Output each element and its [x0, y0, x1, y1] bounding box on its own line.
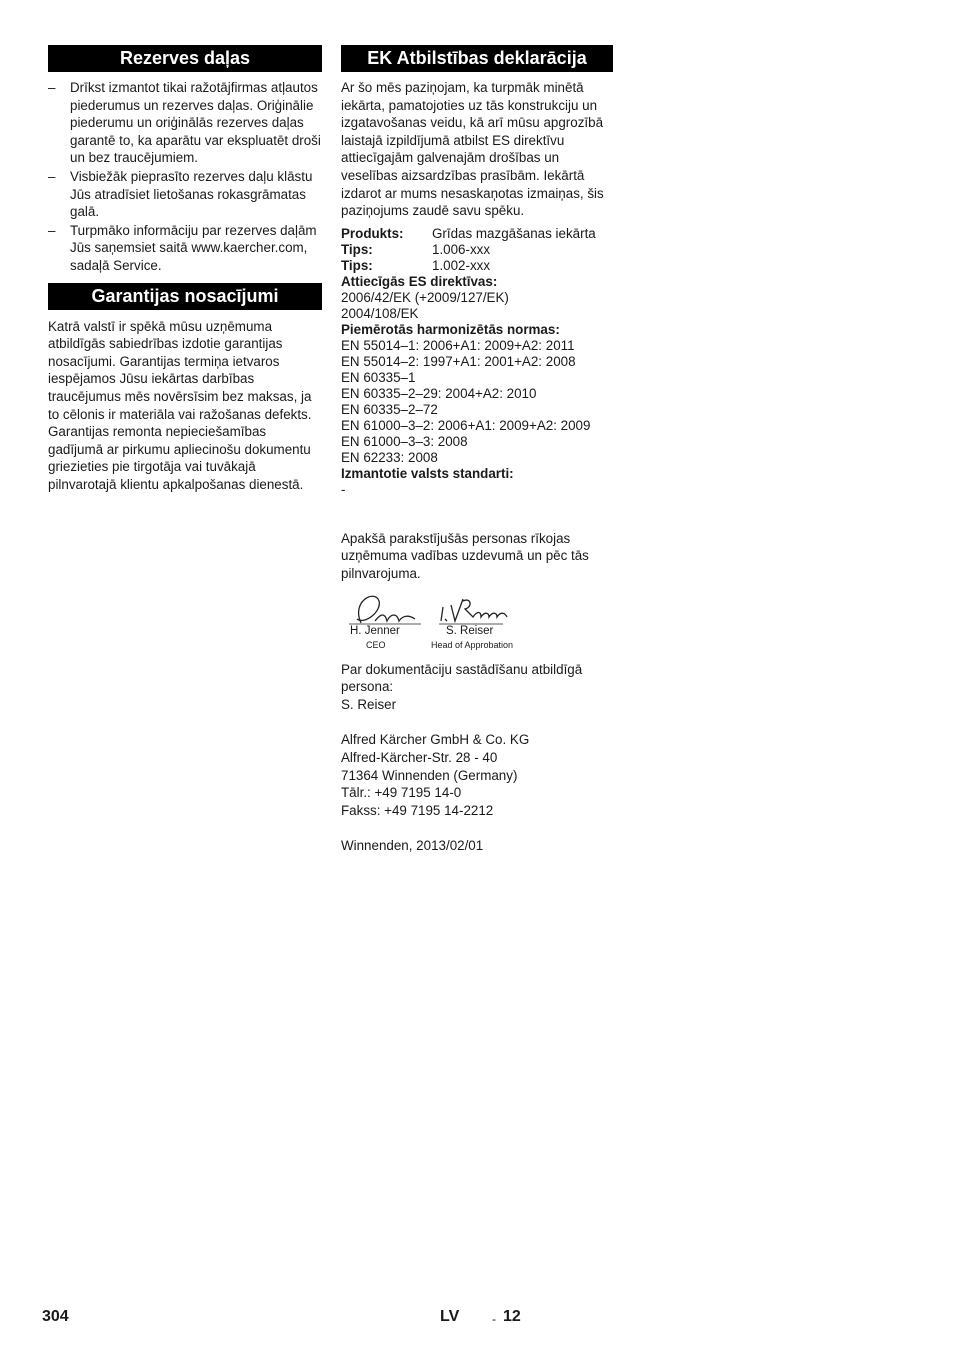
declaration-specs: [341, 226, 613, 498]
norm-item: EN 62233: 2008: [341, 449, 438, 465]
signatories-text: Apakšā parakstījušās personas rīkojas uzņēmuma vadības uzdevumā un pēc tās pilnvarojuma.: [341, 530, 589, 581]
doc-responsible-name: S. Reiser: [341, 696, 397, 712]
company-line: Alfred Kärcher GmbH & Co. KG: [341, 732, 530, 748]
list-item: – Turpmāko informāciju par rezerves daļām Jūs saņemsiet saitā www.kaercher.com, sadaļā Service.: [48, 222, 317, 273]
page-number: 304: [42, 1308, 69, 1325]
norm-item: EN 61000–3–3: 2008: [341, 433, 468, 449]
spare-parts-heading: Rezerves daļas: [48, 45, 322, 72]
declaration-intro: Ar šo mēs paziņojam, ka turpmāk minētā iekārta, pamatojoties uz tās konstrukciju un izgatavošanas veidu, kā arī mūsu apgrozībā laistajā izpildījumā atbilst ES direktīvu attiecīgajām galvenajām drošības un veselības aizsardzības prasībām. Iekārtā izdarot ar mums nesaskaņotas izmaiņas, šis paziņojums zaudē savu spēku.: [341, 80, 604, 219]
section-page-number: 12: [503, 1308, 521, 1325]
norm-item: EN 60335–2–72: [341, 401, 438, 417]
national-standards-value: -: [341, 481, 346, 497]
directives-label: Attiecīgās ES direktīvas:: [341, 273, 498, 289]
signature-jenner: [345, 591, 425, 650]
norm-item: EN 60335–2–29: 2004+A2: 2010: [341, 385, 537, 401]
signatures: [341, 591, 613, 661]
type-row-1: Tips: 1.006-xxx: [341, 241, 491, 257]
language-code: LV: [440, 1308, 460, 1325]
product-row: Produkts: Grīdas mazgāšanas iekārta: [341, 225, 596, 241]
signature-role-reiser: Head of Approbation: [431, 639, 514, 650]
signature-name-reiser: S. Reiser: [446, 624, 494, 637]
national-standards-label: Izmantotie valsts standarti:: [341, 465, 514, 481]
list-item: – Visbiežāk pieprasīto rezerves daļu klāstu Jūs atradīsiet lietošanas rokasgrāmatas galā.: [48, 168, 313, 220]
norm-item: EN 55014–2: 1997+A1: 2001+A2: 2008: [341, 353, 576, 369]
norms-label: Piemērotās harmonizētās normas:: [341, 321, 560, 337]
company-line: 71364 Winnenden (Germany): [341, 767, 518, 783]
footer-dash: -: [492, 1312, 496, 1326]
warranty-text: Katrā valstī ir spēkā mūsu uzņēmuma atbildīgās sabiedrības izdotie garantijas nosacījumi. Garantijas termiņa ietvaros iespējamos Jūsu iekārtas darbības traucējumus mēs novērsīsim bez maksas, ja to cēlonis ir materiāla vai ražošanas defekts. Garantijas remonta nepieciešamības gadījumā ar pirkumu apliecinošu dokumentu griezieties pie tirgotāja vai tuvākajā pilnvarotajā klientu apkalpošanas dienestā.: [48, 318, 312, 492]
directive-item: 2006/42/EK (+2009/127/EK): [341, 289, 509, 305]
directive-item: 2004/108/EK: [341, 305, 419, 321]
company-line: Fakss: +49 7195 14-2212: [341, 802, 494, 818]
doc-responsible-label: Par dokumentāciju sastādīšanu atbildīgā persona:: [341, 661, 583, 695]
warranty-heading: Garantijas nosacījumi: [48, 283, 322, 310]
spare-parts-list: [48, 79, 322, 275]
norm-item: EN 60335–1: [341, 369, 416, 385]
signature-reiser: [431, 591, 514, 650]
signature-name-jenner: H. Jenner: [350, 624, 400, 637]
list-item: – Drīkst izmantot tikai ražotājfirmas atļautos piederumus un rezerves daļas. Oriģinālie piederumu un oriģinālās rezerves daļas garantē to, ka aparātu var ekspluatēt droši un bez traucējumiem.: [48, 80, 321, 166]
left-column: [48, 45, 322, 493]
company-line: Tālr.: +49 7195 14-0: [341, 785, 462, 801]
right-column: [341, 45, 613, 855]
declaration-heading: EK Atbilstības deklarācija: [341, 45, 613, 72]
place-date: Winnenden, 2013/02/01: [341, 838, 484, 854]
norm-item: EN 55014–1: 2006+A1: 2009+A2: 2011: [341, 337, 575, 353]
company-line: Alfred-Kärcher-Str. 28 - 40: [341, 749, 498, 765]
type-row-2: Tips: 1.002-xxx: [341, 257, 491, 273]
norm-item: EN 61000–3–2: 2006+A1: 2009+A2: 2009: [341, 417, 591, 433]
signature-role-jenner: CEO: [366, 639, 386, 650]
